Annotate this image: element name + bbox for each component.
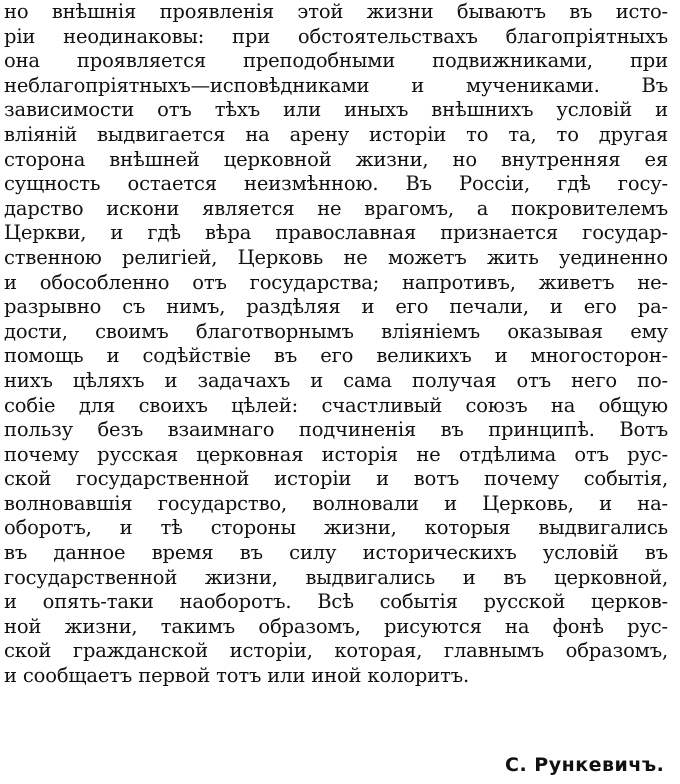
body-text: [4, 0, 668, 689]
text-line: нихъ цѣляхъ и задачахъ и сама получая отъ него по-: [4, 368, 668, 392]
text-line: разрывно съ нимъ, раздѣляя и его печали, и его ра-: [4, 295, 668, 319]
text-line: пользу безъ взаимнаго подчиненія въ принципѣ. Вотъ: [4, 418, 668, 442]
text-line: ственною религіей, Церковь не можетъ жить уединенно: [4, 245, 668, 269]
text-line: зависимости отъ тѣхъ или иныхъ внѣшнихъ условій и: [4, 98, 668, 122]
text-line: собіе для своихъ цѣлей: счастливый союзъ на общую: [4, 393, 668, 417]
text-line: оборотъ, и тѣ стороны жизни, которыя выдвигались: [4, 516, 668, 540]
text-line: помощь и содѣйствіе въ его великихъ и многосторон-: [4, 344, 668, 368]
text-line: и обособленно отъ государства; напротивъ, живетъ не-: [4, 270, 668, 294]
text-line: неблагопріятныхъ—исповѣдниками и мучениками. Въ: [4, 73, 668, 97]
text-line: ной жизни, такимъ образомъ, рисуются на фонѣ рус-: [4, 614, 668, 638]
text-line: ріи неодинаковы: при обстоятельствахъ благопріятныхъ: [4, 24, 668, 48]
text-line: но внѣшнія проявленія этой жизни бываютъ въ исто-: [4, 0, 668, 23]
author-signature: С. Рункевичъ.: [505, 754, 665, 776]
text-line: дости, своимъ благотворнымъ вліяніемъ оказывая ему: [4, 319, 668, 343]
text-line: сущность остается неизмѣнною. Въ Россіи, гдѣ госу-: [4, 172, 668, 196]
text-line-last: и сообщаетъ первой тотъ или иной колоритъ.: [4, 664, 470, 688]
text-line: дарство искони является не врагомъ, а покровителемъ: [4, 196, 668, 220]
text-line: ской государственной исторіи и вотъ почему событія,: [4, 467, 668, 491]
text-line: почему русская церковная исторія не отдѣлима отъ рус-: [4, 442, 668, 466]
text-line: сторона внѣшней церковной жизни, но внутренняя ея: [4, 147, 668, 171]
text-line: въ данное время въ силу историческихъ условій въ: [4, 541, 668, 565]
text-line: и опять-таки наоборотъ. Всѣ событія русской церков-: [4, 590, 668, 614]
text-line: Церкви, и гдѣ вѣра православная признается государ-: [4, 221, 668, 245]
text-line: она проявляется преподобными подвижниками, при: [4, 49, 668, 73]
text-line: государственной жизни, выдвигались и въ церковной,: [4, 565, 668, 589]
text-line: ской гражданской исторіи, которая, главнымъ образомъ,: [4, 639, 668, 663]
text-line: волновавшія государство, волновали и Церковь, и на-: [4, 491, 668, 515]
text-line: вліяній выдвигается на арену исторіи то та, то другая: [4, 122, 668, 146]
